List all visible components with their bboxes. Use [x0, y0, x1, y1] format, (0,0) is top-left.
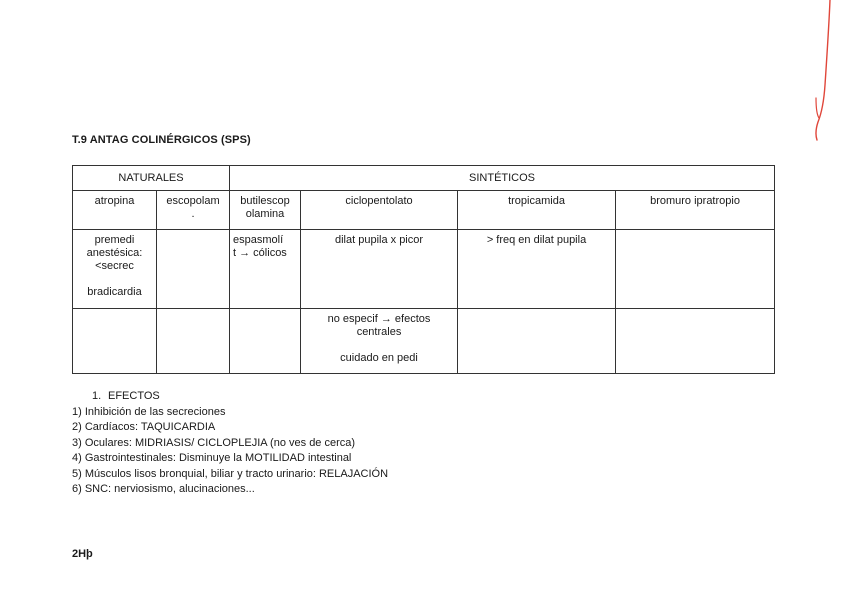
page-footer: 2Hþ [72, 548, 93, 560]
cell-ciclopentolato-note-2: centrales [356, 326, 402, 338]
effects-heading-number: 1. [92, 390, 102, 402]
effects-item: 6) SNC: nerviosismo, alucinaciones... [72, 483, 255, 495]
group-naturales: NATURALES [73, 166, 230, 191]
drug-name-row [73, 191, 775, 230]
group-header-row [73, 166, 775, 191]
drug-atropina: atropina [73, 191, 157, 230]
effects-item: 2) Cardíacos: TAQUICARDIA [72, 421, 216, 433]
page-title: T.9 ANTAG COLINÉRGICOS (SPS) [72, 134, 251, 146]
drug-ciclopentolato: ciclopentolato [301, 191, 458, 230]
cell-butilescopolamina-line-2: t → cólicos [233, 247, 287, 259]
cell-atropina-line-4: bradicardia [87, 286, 142, 298]
drug-escopolamina-line-2: . [191, 208, 195, 220]
cell-ciclopentolato-notes [301, 309, 458, 374]
red-pen-mark [808, 0, 838, 145]
drug-table [72, 165, 775, 374]
cell-atropina-uses [73, 230, 157, 309]
group-sinteticos: SINTÉTICOS [230, 166, 775, 191]
cell-butilescopolamina-notes [230, 309, 301, 374]
table-row [73, 309, 775, 374]
cell-atropina-line-3: <secrec [95, 260, 134, 272]
cell-bromuro-notes [616, 309, 775, 374]
drug-escopolamina [157, 191, 230, 230]
cell-tropicamida-uses: > freq en dilat pupila [458, 230, 616, 309]
effects-heading-text: EFECTOS [108, 390, 160, 402]
cell-atropina-line-1: premedi [94, 234, 135, 246]
cell-escopolamina-notes [157, 309, 230, 374]
drug-escopolamina-line-1: escopolam [166, 195, 220, 207]
cell-bromuro-uses [616, 230, 775, 309]
effects-item: 4) Gastrointestinales: Disminuye la MOTILIDAD intestinal [72, 452, 352, 464]
drug-tropicamida: tropicamida [458, 191, 616, 230]
cell-escopolamina-uses [157, 230, 230, 309]
drug-butilescopolamina [230, 191, 301, 230]
drug-butilescopolamina-line-1: butilescop [240, 195, 290, 207]
cell-ciclopentolato-note-3: cuidado en pedi [340, 352, 418, 364]
cell-butilescopolamina-uses [230, 230, 301, 309]
cell-atropina-line-2: anestésica: [86, 247, 143, 259]
effects-item: 5) Músculos lisos bronquial, biliar y tracto urinario: RELAJACIÓN [72, 467, 389, 480]
effects-item: 3) Oculares: MIDRIASIS/ CICLOPLEJIA (no ves de cerca) [72, 436, 356, 449]
table-row [73, 230, 775, 309]
effects-item: 1) Inhibición de las secreciones [72, 405, 226, 418]
cell-atropina-notes [73, 309, 157, 374]
effects-heading [72, 389, 388, 405]
drug-bromuro-ipratropio: bromuro ipratropio [616, 191, 775, 230]
cell-ciclopentolato-note-1: no especif → efectos [327, 313, 431, 325]
effects-section [72, 389, 388, 498]
cell-tropicamida-notes [458, 309, 616, 374]
cell-ciclopentolato-uses: dilat pupila x picor [301, 230, 458, 309]
cell-butilescopolamina-line-1: espasmolí [233, 234, 284, 246]
drug-butilescopolamina-line-2: olamina [245, 208, 285, 220]
